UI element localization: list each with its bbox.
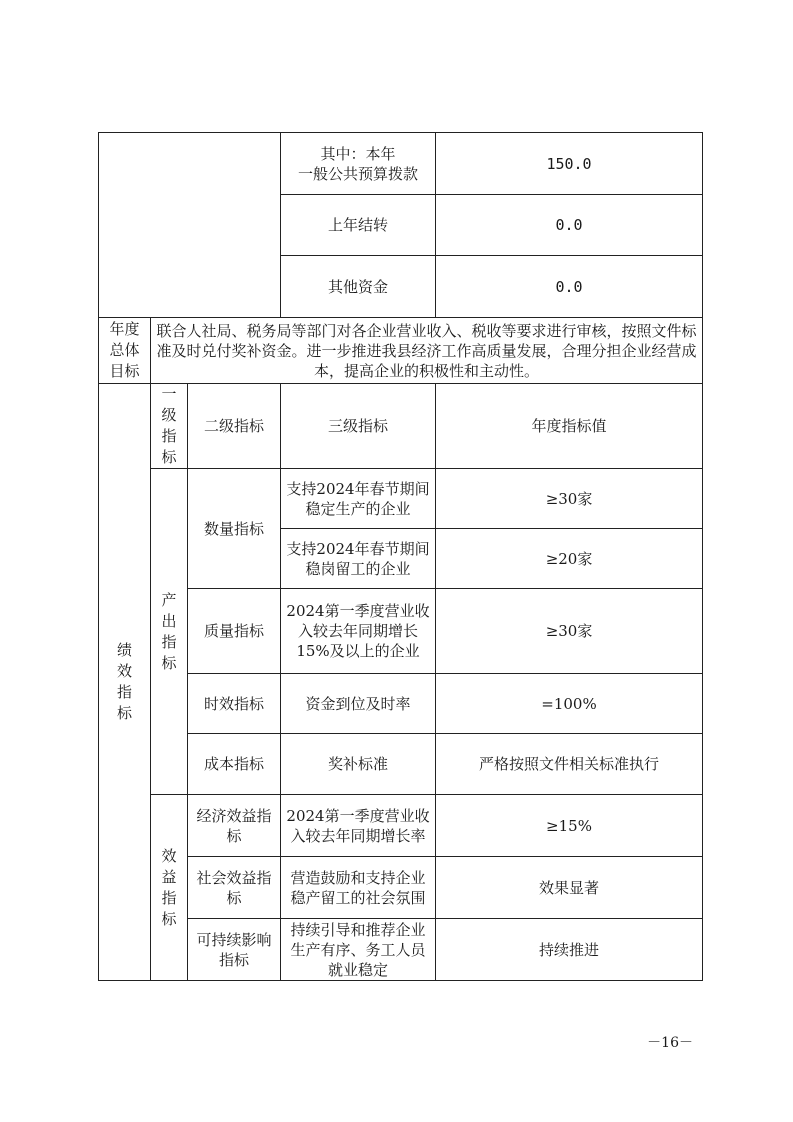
- budget-table: [98, 132, 703, 981]
- funding-label-general: 其中：本年 一般公共预算拨款: [281, 133, 436, 195]
- table-row: [99, 734, 703, 795]
- indicator-value: 严格按照文件相关标准执行: [436, 734, 703, 795]
- table-row: [99, 384, 703, 469]
- annual-objective-label: 年度总体目标: [99, 318, 151, 384]
- quality-indicator-label: 质量指标: [188, 589, 281, 674]
- header-value: 年度指标值: [436, 384, 703, 469]
- indicator-text: 营造鼓励和支持企业稳产留工的社会氛围: [281, 857, 436, 919]
- indicator-value: ≥30家: [436, 589, 703, 674]
- table-row: [99, 674, 703, 734]
- benefit-indicator-label: 效益指标: [151, 795, 188, 981]
- table-row: [99, 589, 703, 674]
- social-benefit-label: 社会效益指标: [188, 857, 281, 919]
- performance-label: 绩效指标: [99, 384, 151, 981]
- indicator-value: ≥15%: [436, 795, 703, 857]
- indicator-text: 2024第一季度营业收入较去年同期增长15%及以上的企业: [281, 589, 436, 674]
- indicator-text: 支持2024年春节期间稳定生产的企业: [281, 469, 436, 529]
- timeliness-indicator-label: 时效指标: [188, 674, 281, 734]
- economic-benefit-label: 经济效益指标: [188, 795, 281, 857]
- blank-cell: [99, 133, 281, 318]
- indicator-text: 资金到位及时率: [281, 674, 436, 734]
- output-indicator-label: 产出指标: [151, 469, 188, 795]
- funding-value-carryover: 0.0: [436, 195, 703, 256]
- sustainable-impact-label: 可持续影响指标: [188, 919, 281, 981]
- quantity-indicator-label: 数量指标: [188, 469, 281, 589]
- annual-objective-text: 联合人社局、税务局等部门对各企业营业收入、税收等要求进行审核，按照文件标准及时兑付奖补资金。进一步推进我县经济工作高质量发展，合理分担企业经营成本，提高企业的积极性和主动性。: [151, 318, 703, 384]
- table-row: [99, 133, 703, 195]
- funding-label-carryover: 上年结转: [281, 195, 436, 256]
- funding-value-general: 150.0: [436, 133, 703, 195]
- header-level2: 二级指标: [188, 384, 281, 469]
- table-row: [99, 795, 703, 857]
- indicator-value: =100%: [436, 674, 703, 734]
- funding-value-other: 0.0: [436, 256, 703, 318]
- indicator-value: ≥20家: [436, 529, 703, 589]
- table-row: [99, 857, 703, 919]
- indicator-text: 支持2024年春节期间稳岗留工的企业: [281, 529, 436, 589]
- table-row: [99, 469, 703, 529]
- indicator-value: 效果显著: [436, 857, 703, 919]
- indicator-value: ≥30家: [436, 469, 703, 529]
- indicator-text: 持续引导和推荐企业生产有序、务工人员就业稳定: [281, 919, 436, 981]
- cost-indicator-label: 成本指标: [188, 734, 281, 795]
- header-level1: 一级指标: [151, 384, 188, 469]
- indicator-text: 奖补标准: [281, 734, 436, 795]
- funding-label-other: 其他资金: [281, 256, 436, 318]
- table-row: [99, 919, 703, 981]
- page-number: －16－: [647, 1035, 693, 1051]
- header-level3: 三级指标: [281, 384, 436, 469]
- indicator-value: 持续推进: [436, 919, 703, 981]
- table-row: [99, 318, 703, 384]
- indicator-text: 2024第一季度营业收入较去年同期增长率: [281, 795, 436, 857]
